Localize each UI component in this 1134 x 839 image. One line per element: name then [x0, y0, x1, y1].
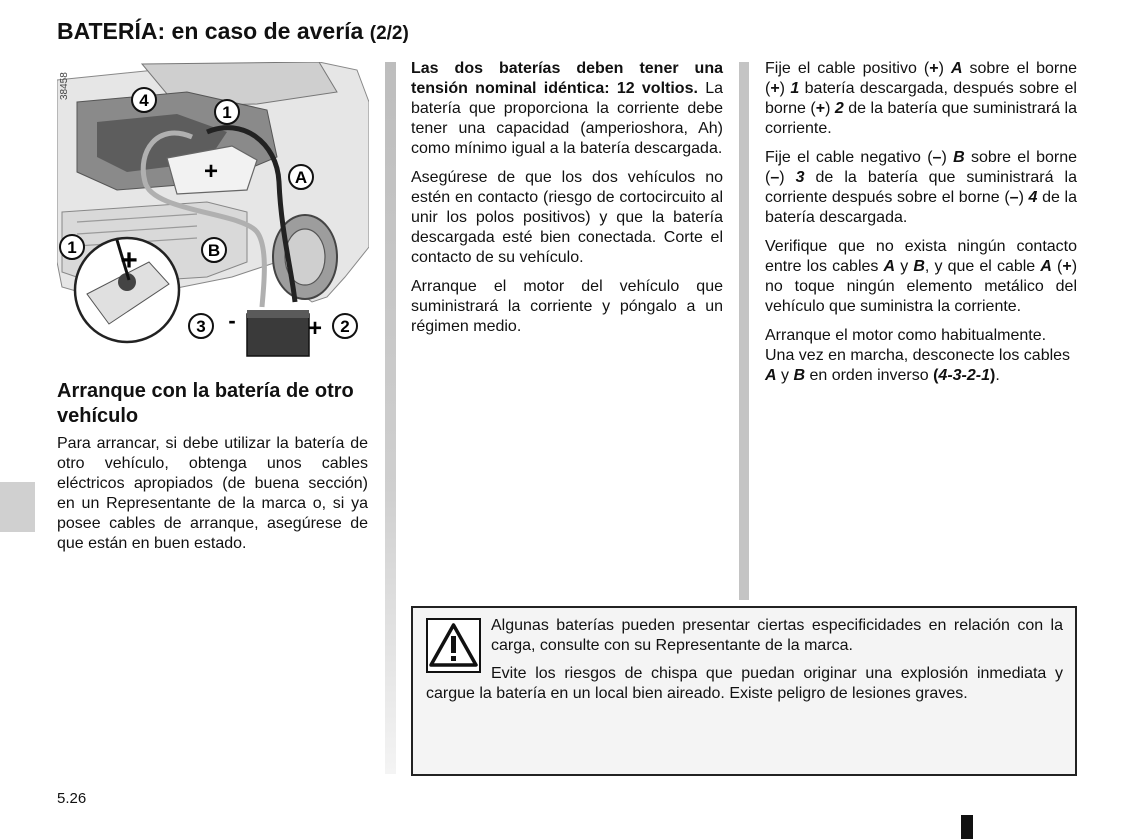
warning-spark-text: Evite los riesgos de chispa que puedan originar una explosión inmediata y cargue la batería en un local bien aireado. Existe peligro de lesiones graves. — [426, 665, 1063, 702]
svg-text:1: 1 — [67, 238, 77, 257]
callout-a — [289, 165, 313, 189]
warning-box — [411, 606, 1077, 776]
donor-battery — [247, 314, 309, 356]
positive-cable-step: Fije el cable positivo (+) A sobre el borne (+) 1 batería descargada, después sobre el borne (+) 2 de la batería que suministrará la corriente. — [765, 60, 1078, 137]
contact-paragraph: Asegúrese de que los dos vehículos no estén en contacto (riesgo de cortocircuito al unir los polos positivos) y que la batería descargada esté bien conectada. Corte el contacto de su vehículo. — [411, 169, 723, 266]
svg-text:B: B — [207, 241, 221, 260]
callout-4 — [132, 88, 156, 112]
svg-text:1: 1 — [222, 103, 232, 122]
page-edge-marker — [961, 815, 973, 839]
column-right — [765, 59, 1077, 395]
battery-plus-sign: + — [307, 315, 323, 342]
warning-charge-text: Algunas baterías pueden presentar ciertas especificidades en relación con la carga, consulte con su Representante de la marca. — [491, 617, 1063, 654]
column-divider-2 — [739, 62, 749, 600]
callout-1-top — [215, 100, 239, 124]
column-left — [57, 434, 368, 563]
page-number: 5.26 — [57, 790, 87, 807]
svg-text:4: 4 — [139, 91, 149, 110]
callout-1-inset — [60, 235, 84, 259]
intro-paragraph: Para arrancar, si debe utilizar la batería de otro vehículo, obtenga unos cables eléctricos apropiados (de buena sección) en un Representante de la marca o, si ya posee cables de arranque, asegúrese de que están en buen estado. — [57, 435, 368, 552]
callout-3 — [189, 314, 213, 338]
page-title-text: BATERÍA: en caso de avería — [57, 18, 364, 44]
svg-text:A: A — [294, 168, 308, 187]
callout-b — [202, 238, 226, 262]
headlight-plus-sign: + — [203, 158, 219, 185]
callout-2 — [333, 314, 357, 338]
chapter-tab — [0, 482, 35, 532]
disconnect-step: Arranque el motor como habitualmente. Una vez en marcha, desconecte los cables A y B en orden inverso (4-3-2-1). — [765, 327, 1071, 384]
svg-text:3: 3 — [196, 317, 206, 336]
section-title: Arranque con la batería de otro vehículo — [57, 380, 354, 427]
warning-triangle-icon — [426, 618, 481, 673]
negative-cable-step: Fije el cable negativo (–) B sobre el borne (–) 3 de la batería que suministrará la corriente después sobre el borne (–) 4 de la batería descargada. — [765, 149, 1077, 226]
voltage-emphasis: Las dos baterías deben tener una tensión nominal idéntica: 12 voltios. — [411, 60, 723, 97]
column-middle — [411, 59, 723, 346]
start-donor-paragraph: Arranque el motor del vehículo que suministrará la corriente y póngalo a un régimen medio. — [411, 278, 723, 335]
svg-text:2: 2 — [340, 317, 350, 336]
battery-minus-sign: - — [228, 308, 236, 333]
figure-reference-number: 38458 — [59, 72, 70, 100]
jump-start-illustration — [57, 62, 369, 364]
inset-plus-sign: + — [120, 244, 138, 277]
page-title — [57, 18, 409, 45]
column-divider-1 — [385, 62, 396, 774]
page-title-suffix: (2/2) — [369, 23, 409, 44]
verify-contact-step: Verifique que no exista ningún contacto entre los cables A y B, y que el cable A (+) no toque ningún elemento metálico del vehículo que suministra la corriente. — [765, 238, 1078, 315]
voltage-paragraph: Las dos baterías deben tener una tensión nominal idéntica: 12 voltios. La batería que proporciona la corriente debe tener una capacidad (amperioshora, Ah) como mínimo igual a la batería descargada. — [411, 60, 723, 157]
